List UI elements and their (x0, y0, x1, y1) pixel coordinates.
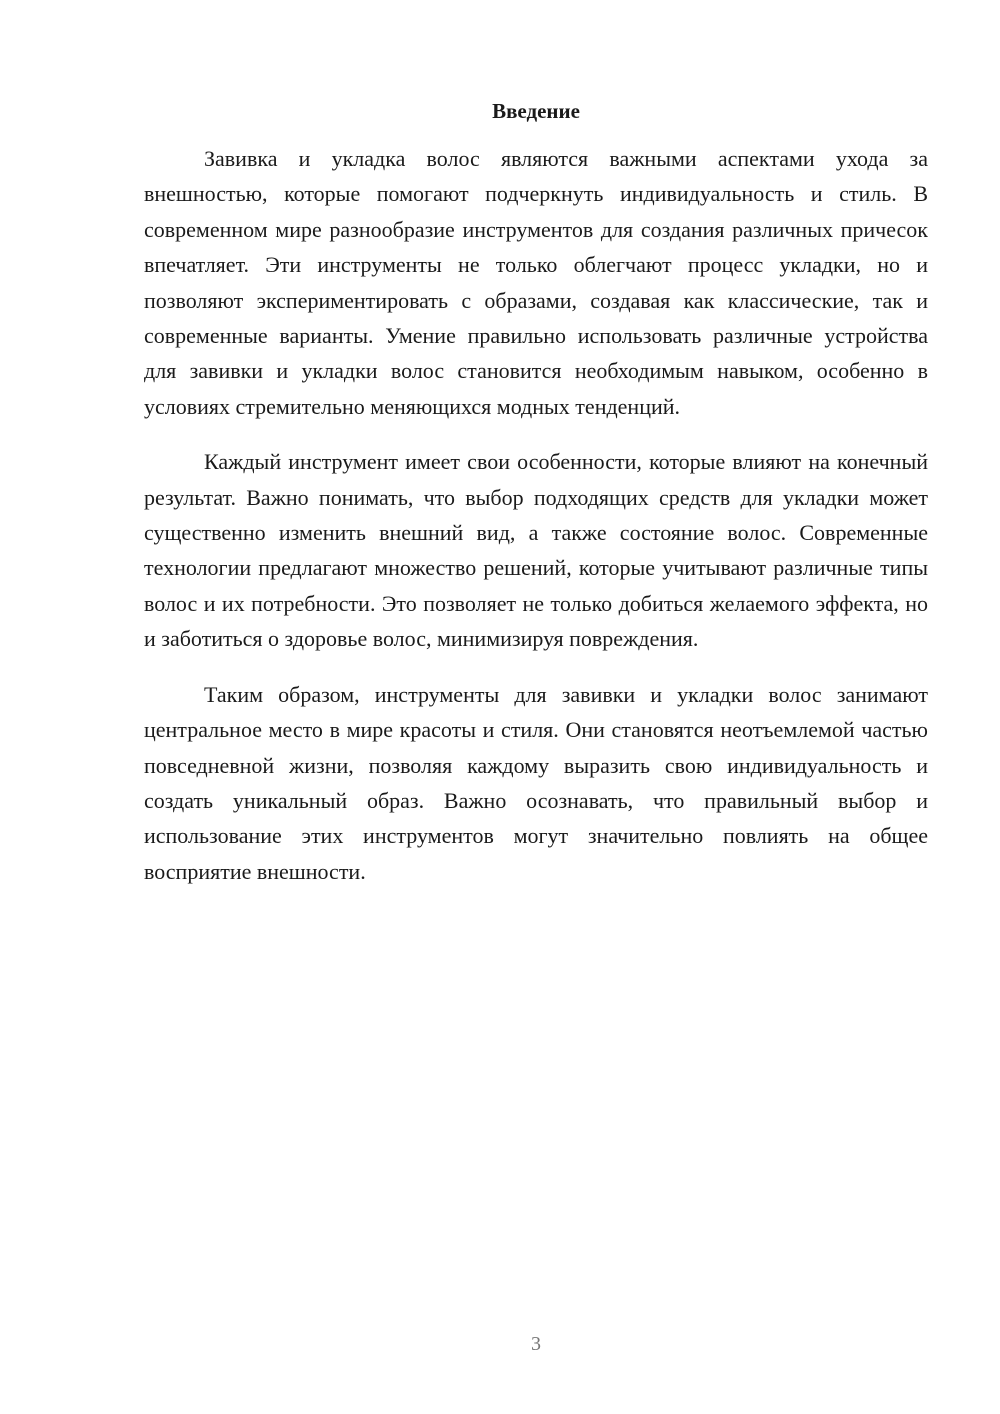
paragraph-2: Каждый инструмент имеет свои особенности, которые влияют на конечный результат. Важно понимать, что выбор подходящих средств для укладки может существенно изменить внешний вид, а также состояние волос. Современные технологии предлагают множество решений, которые учитывают различные типы волос и их потребности. Это позволяет не только добиться желаемого эффекта, но и заботиться о здоровье волос, минимизируя повреждения. (144, 449, 928, 652)
paragraph-3: Таким образом, инструменты для завивки и укладки волос занимают центральное место в мире красоты и стиля. Они становятся неотъемлемой частью повседневной жизни, позволяя каждому выразить свою индивидуальность и создать уникальный образ. Важно осознавать, что правильный выбор и использование этих инструментов могут значительно повлиять на общее восприятие внешности. (144, 681, 928, 884)
page-title: Введение (492, 99, 580, 123)
page-number: 3 (531, 1333, 541, 1355)
paragraph-1: Завивка и укладка волос являются важными аспектами ухода за внешностью, которые помогают подчеркнуть индивидуальность и стиль. В современном мире разнообразие инструментов для создания различных причесок впечатляет. Эти инструменты не только облегчают процесс укладки, но и позволяют экспериментировать с образами, создавая как классические, так и современные варианты. Умение правильно использовать различные устройства для завивки и укладки волос становится необходимым навыком, особенно в условиях стремительно меняющихся модных тенденций. (144, 146, 928, 419)
document-body (144, 141, 928, 889)
